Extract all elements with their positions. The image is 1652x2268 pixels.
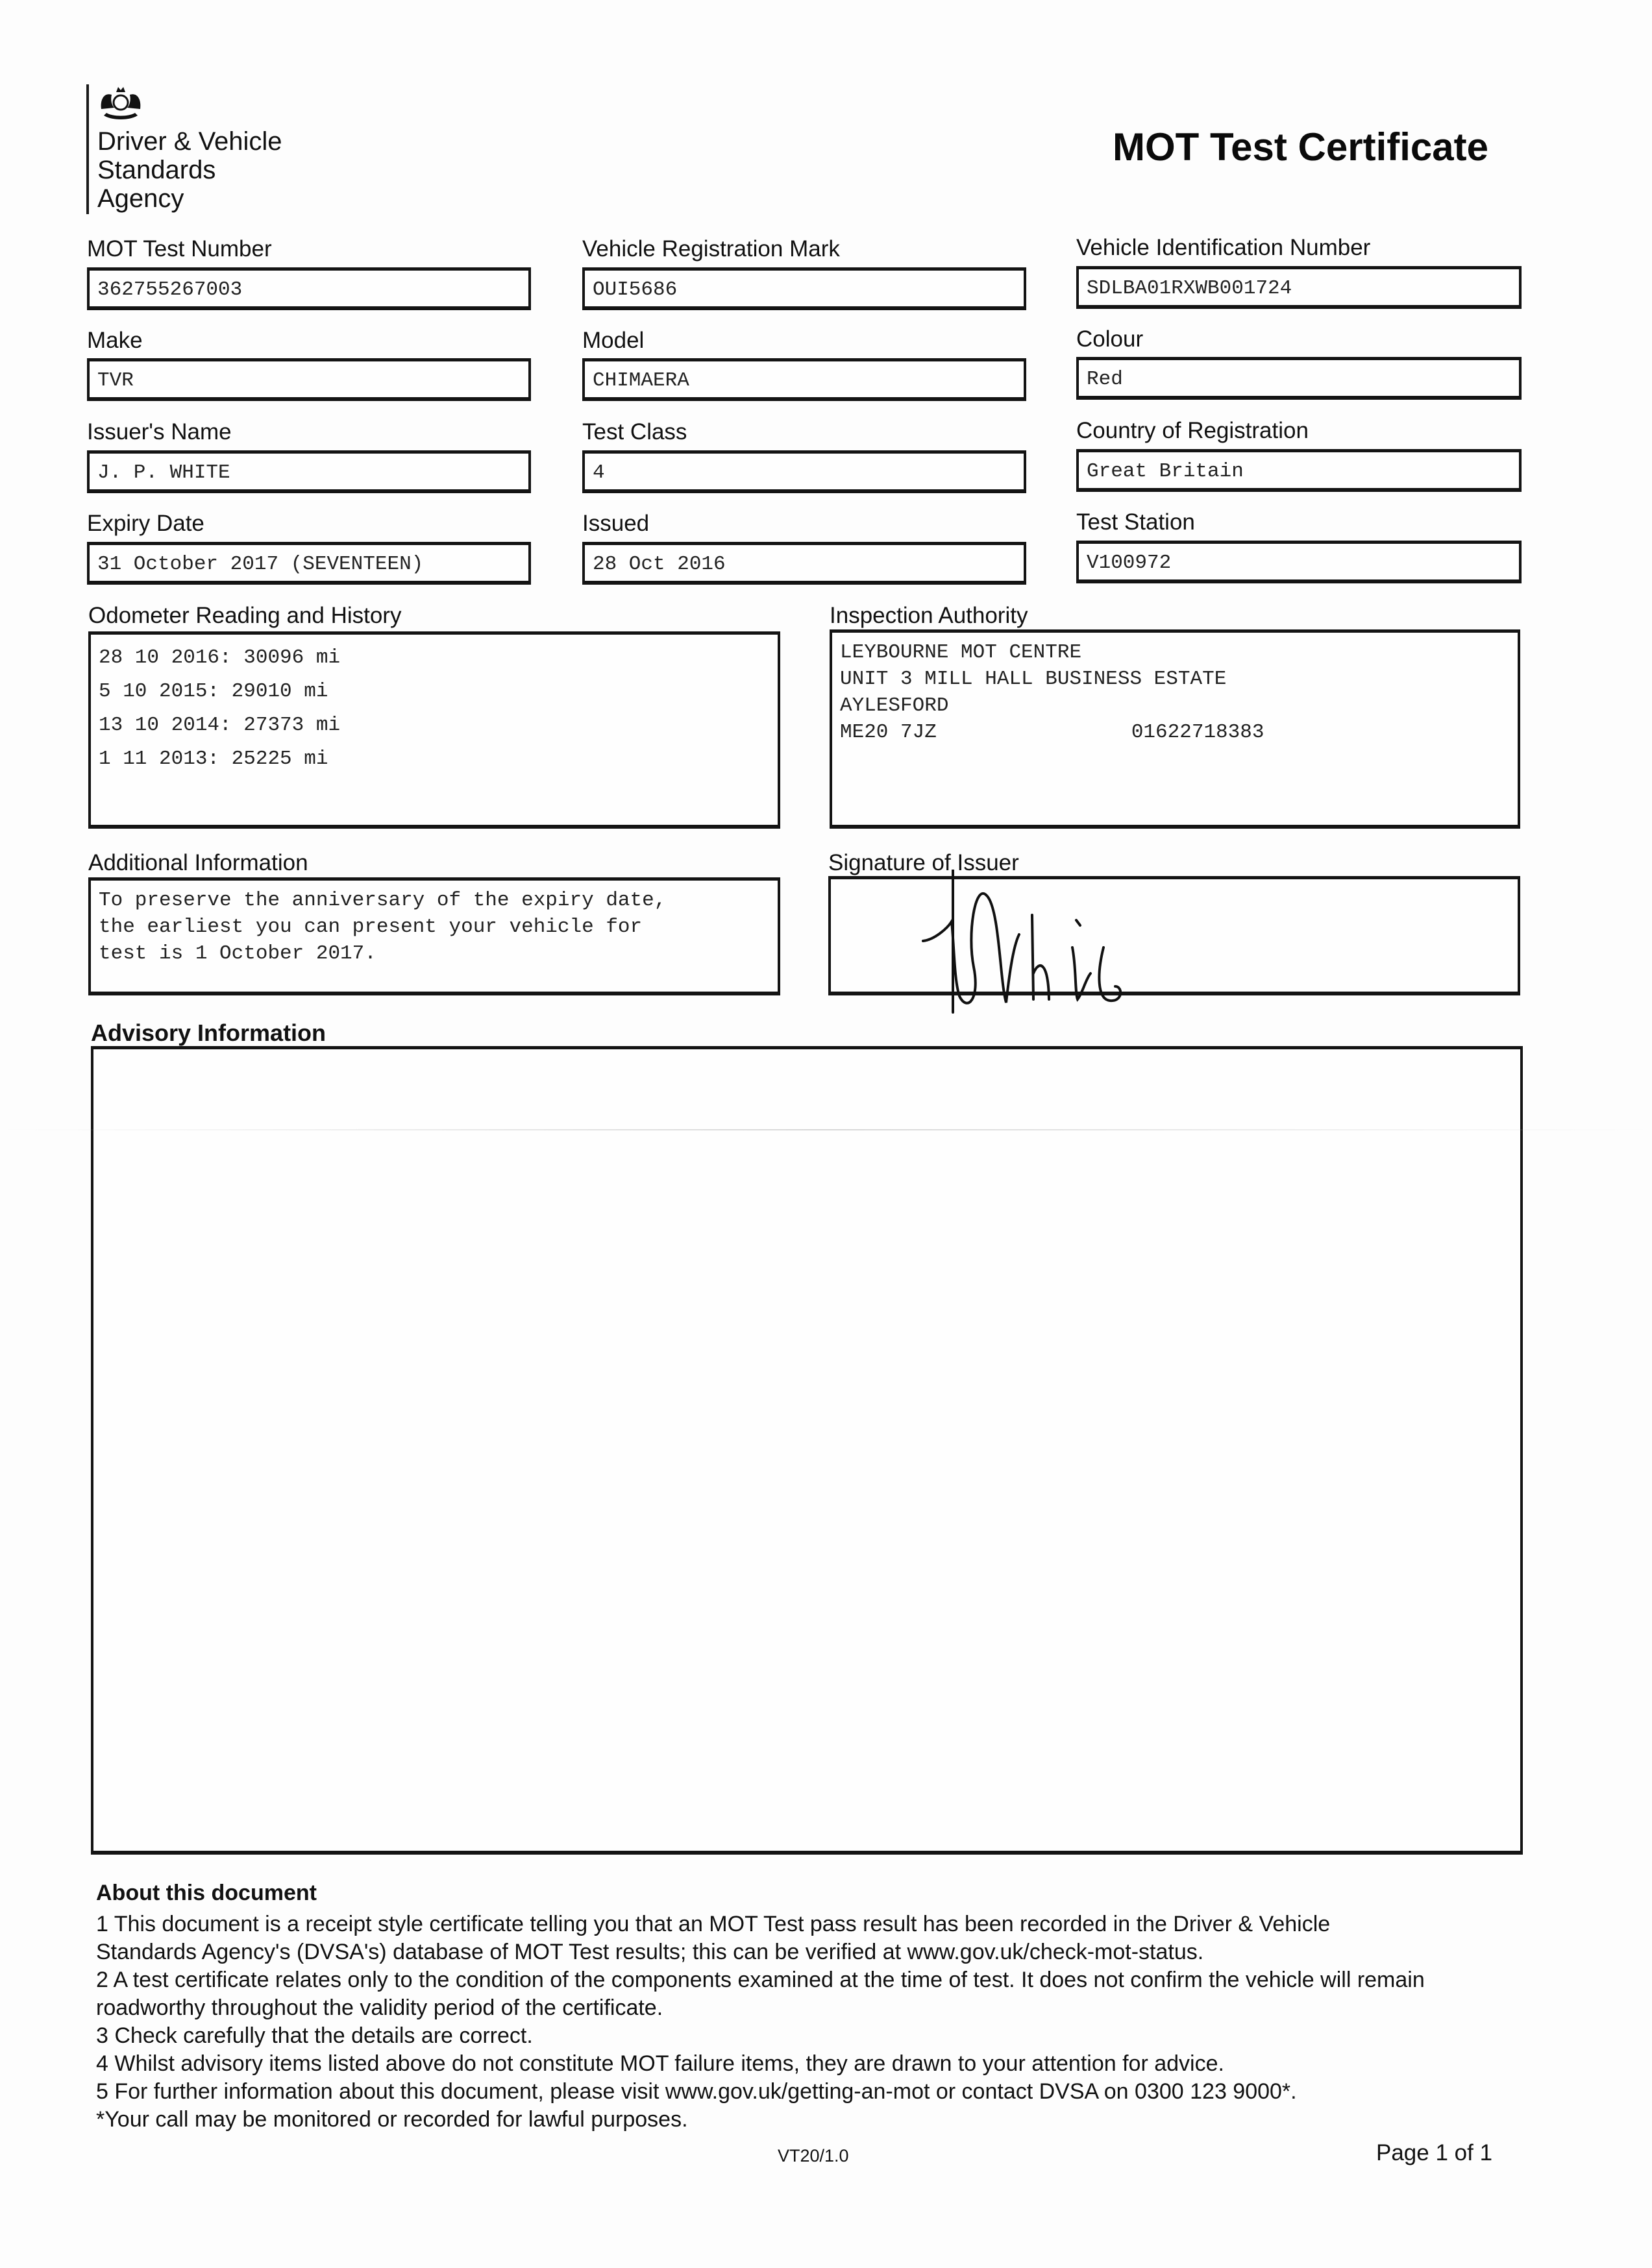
paper-fold [0,1129,1652,1130]
about-line: 4 Whilst advisory items listed above do not constitute MOT failure items, they are drawn to your attention for advice. [96,2051,1224,2076]
agency-line: Standards [97,156,216,184]
advisory-label: Advisory Information [91,1019,327,1046]
issuer-name-label: Issuer's Name [87,419,232,445]
about-line: Standards Agency's (DVSA's) database of MOT Test results; this can be verified at www.gov.uk/check-mot-status. [96,1940,1204,1964]
about-line: *Your call may be monitored or recorded for lawful purposes. [96,2107,688,2132]
agency-line: Agency [97,184,184,213]
mot-test-number-label: MOT Test Number [87,236,272,262]
royal-crest-icon [97,83,144,123]
agency-line: Driver & Vehicle [97,127,282,156]
issuer-name-field [87,450,531,493]
about-line: roadworthy throughout the validity period of the certificate. [96,1995,663,2020]
vin-label: Vehicle Identification Number [1076,235,1371,260]
colour-value: Red [1087,368,1123,391]
authority-postcode: ME20 7JZ [840,721,937,744]
additional-info-line: the earliest you can present your vehicle for [99,916,643,938]
form-reference: VT20/1.0 [778,2146,849,2165]
vrm-label: Vehicle Registration Mark [582,236,840,262]
odometer-entry: 5 10 2015: 29010 mi [99,680,328,703]
country-label: Country of Registration [1076,418,1309,443]
inspection-authority-box [830,629,1520,829]
vin-value: SDLBA01RXWB001724 [1087,277,1292,300]
issued-value: 28 Oct 2016 [593,553,726,576]
about-line: 1 This document is a receipt style certificate telling you that an MOT Test pass result has been recorded in the Driver & Vehicle [96,1912,1331,1936]
about-title: About this document [96,1881,317,1905]
colour-label: Colour [1076,326,1144,352]
odometer-entry: 28 10 2016: 30096 mi [99,646,341,669]
make-field [87,358,531,401]
authority-name: LEYBOURNE MOT CENTRE [840,641,1082,664]
mot-test-number-field [87,267,531,310]
additional-info-label: Additional Information [88,850,308,875]
advisory-box [91,1046,1523,1855]
issued-label: Issued [582,511,650,536]
about-line: 3 Check carefully that the details are correct. [96,2023,533,2048]
inspection-authority-address [840,639,1264,746]
document-title: MOT Test Certificate [1113,125,1488,169]
signature-scribble-icon [922,870,1168,1025]
test-class-label: Test Class [582,419,687,445]
colour-field [1076,357,1522,400]
expiry-date-field [87,542,531,585]
odometer-history-list [99,641,340,776]
signature-label: Signature of Issuer [828,850,1019,875]
country-value: Great Britain [1087,460,1244,483]
odometer-entry: 13 10 2014: 27373 mi [99,714,341,737]
country-field [1076,449,1522,492]
model-label: Model [582,328,645,353]
additional-info-box [88,877,780,995]
about-line: 5 For further information about this document, please visit www.gov.uk/getting-an-mot or contact DVSA on 0300 123 9000*. [96,2079,1297,2104]
mot-test-number-value: 362755267003 [97,278,243,301]
model-field [582,358,1026,401]
issued-field [582,542,1026,585]
expiry-date-label: Expiry Date [87,511,204,536]
authority-town: AYLESFORD [840,694,949,717]
authority-address-line: UNIT 3 MILL HALL BUSINESS ESTATE [840,668,1227,690]
agency-name [97,127,282,213]
make-label: Make [87,328,143,353]
vrm-field [582,267,1026,310]
page-number: Page 1 of 1 [1376,2140,1493,2165]
authority-postcode-row [840,719,1264,746]
additional-info-line: To preserve the anniversary of the expiry date, [99,889,667,912]
odometer-history-box [88,631,780,829]
about-text [96,1910,1557,2134]
additional-info-text [99,887,666,967]
test-station-field [1076,541,1522,583]
logo-divider [86,84,89,214]
test-class-field [582,450,1026,493]
additional-info-line: test is 1 October 2017. [99,942,376,965]
issuer-name-value: J. P. WHITE [97,461,230,484]
model-value: CHIMAERA [593,369,689,392]
vrm-value: OUI5686 [593,278,678,301]
vin-field [1076,266,1522,309]
odometer-label: Odometer Reading and History [88,603,402,628]
about-line: 2 A test certificate relates only to the condition of the components examined at the time of test. It does not confirm the vehicle will remain [96,1968,1425,1992]
expiry-date-value: 31 October 2017 (SEVENTEEN) [97,553,424,576]
test-class-value: 4 [593,461,605,484]
authority-phone: 01622718383 [1131,721,1264,744]
test-station-label: Test Station [1076,509,1195,535]
odometer-entry: 1 11 2013: 25225 mi [99,748,328,770]
inspection-authority-label: Inspection Authority [830,603,1028,628]
make-value: TVR [97,369,134,392]
test-station-value: V100972 [1087,552,1172,574]
